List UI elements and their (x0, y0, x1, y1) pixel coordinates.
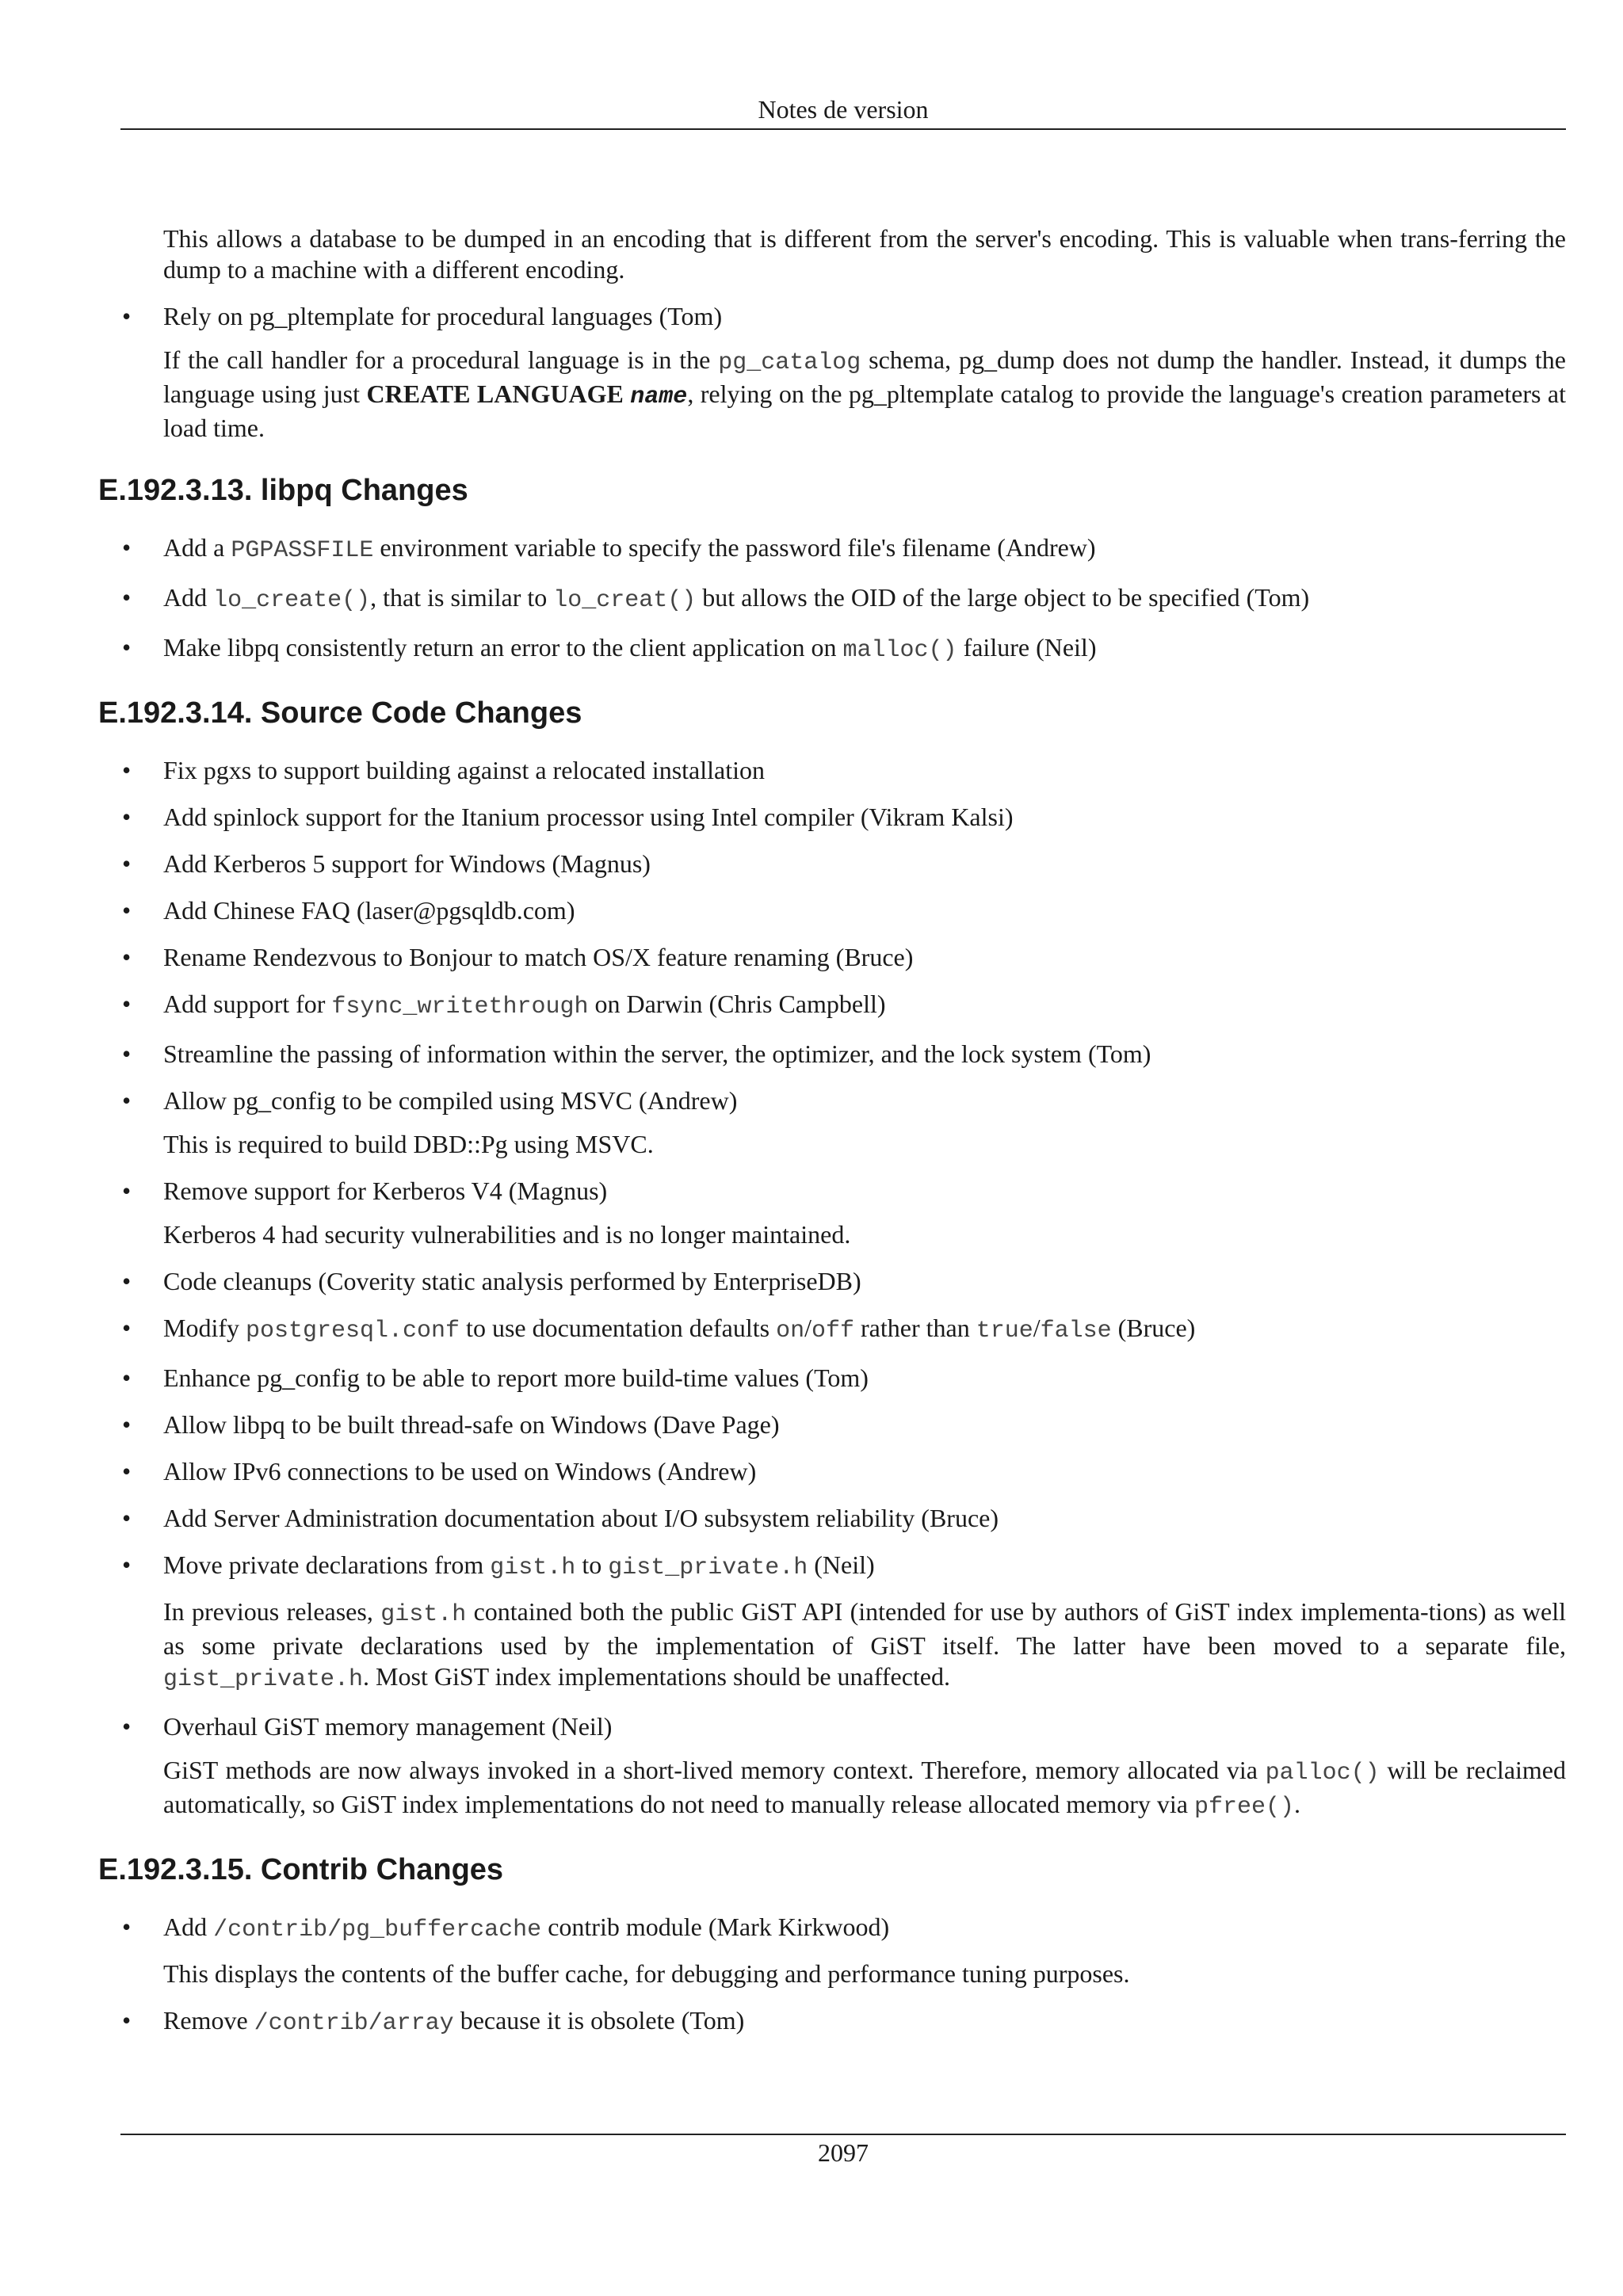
list-item (163, 1363, 1566, 1394)
intro-list (98, 301, 1566, 444)
item-text: but allows the OID of the large object to be specified (Tom) (696, 583, 1310, 612)
inline-code: fsync_writethrough (331, 994, 589, 1020)
inline-code: /contrib/pg_buffercache (213, 1917, 542, 1943)
item-text: Add spinlock support for the Itanium processor using Intel compiler (Vikram Kalsi) (163, 803, 1014, 831)
list-item (163, 301, 1566, 444)
note-text: If the call handler for a procedural language is in the (163, 345, 719, 374)
note-text: contained both the public GiST API (intended for use by authors of GiST index implementa-tions) as well as some private declarations used by the implementation of GiST itself. The latter have been moved to a separate file, (163, 1597, 1567, 1660)
item-text: Add (163, 583, 214, 612)
item-note (163, 1755, 1566, 1823)
list-item (163, 802, 1566, 833)
list-item (163, 2005, 1566, 2039)
section-heading-contrib: E.192.3.15. Contrib Changes (98, 1853, 504, 1886)
item-text: Modify (163, 1314, 246, 1342)
item-text: Remove (163, 2006, 254, 2035)
inline-code: gist.h (380, 1601, 467, 1628)
footer-divider (120, 2134, 1566, 2135)
item-text: Enhance pg_config to be able to report more build-time values (Tom) (163, 1363, 869, 1392)
list-item (163, 1176, 1566, 1250)
list-item (163, 632, 1566, 666)
note-text: In previous releases, (163, 1597, 381, 1626)
list-item (163, 755, 1566, 786)
item-note (163, 1596, 1566, 1695)
item-text: Rely on pg_pltemplate for procedural languages (Tom) (163, 302, 723, 330)
item-text: failure (Neil) (957, 633, 1097, 662)
list-item (163, 1313, 1566, 1347)
inline-code: lo_creat() (553, 587, 697, 614)
list-item (163, 1503, 1566, 1534)
inline-code: gist.h (490, 1554, 576, 1581)
note-text: will be reclaimed automatically, so GiST index implementations do not need to manually release allocated memory via (163, 1756, 1567, 1818)
list-item (163, 1456, 1566, 1487)
item-text: Add Server Administration documentation about I/O subsystem reliability (Bruce) (163, 1504, 999, 1532)
note-text: . (1294, 1790, 1301, 1818)
header-divider (120, 128, 1566, 130)
list-item (163, 532, 1566, 566)
item-text: to use documentation defaults (460, 1314, 777, 1342)
item-text: Add Chinese FAQ (laser@pgsqldb.com) (163, 896, 575, 925)
item-note (163, 345, 1566, 444)
page-content (98, 223, 1566, 2055)
item-text: Streamline the passing of information within the server, the optimizer, and the lock system (Tom) (163, 1039, 1151, 1068)
inline-code: malloc() (842, 637, 957, 664)
inline-code: on (776, 1318, 805, 1344)
item-text: Allow pg_config to be compiled using MSVC (Andrew) (163, 1086, 738, 1115)
note-text: . Most GiST index implementations should be unaffected. (363, 1662, 950, 1691)
list-item (163, 989, 1566, 1023)
item-text: Allow libpq to be built thread-safe on Windows (Dave Page) (163, 1410, 780, 1439)
list-item (163, 1711, 1566, 1823)
inline-code: PGPASSFILE (231, 537, 374, 564)
inline-code: gist_private.h (163, 1666, 364, 1693)
inline-code: gist_private.h (608, 1554, 808, 1581)
item-text: rather than (854, 1314, 976, 1342)
item-note: This is required to build DBD::Pg using MSVC. (163, 1130, 654, 1158)
note-text: , relying on the pg_pltemplate catalog to provide the language's creation parameters at load time. (163, 379, 1567, 442)
list-item (163, 895, 1566, 926)
replaceable-param: name (630, 383, 688, 410)
list-item (163, 1039, 1566, 1070)
item-text: Allow IPv6 connections to be used on Windows (Andrew) (163, 1457, 757, 1486)
note-text: schema, pg_dump does not dump the handler. Instead, it dumps the language using just (163, 345, 1567, 408)
list-item (163, 1409, 1566, 1440)
item-text: on Darwin (Chris Campbell) (588, 990, 886, 1018)
page-number: 2097 (818, 2138, 869, 2167)
inline-code: false (1040, 1318, 1112, 1344)
list-item (163, 1912, 1566, 1989)
list-item (163, 1085, 1566, 1160)
item-text: environment variable to specify the password file's filename (Andrew) (373, 533, 1096, 562)
inline-code: palloc() (1265, 1760, 1380, 1787)
list-item (163, 942, 1566, 973)
item-text: Fix pgxs to support building against a relocated installation (163, 756, 765, 784)
item-text: , that is similar to (370, 583, 554, 612)
item-text: / (1033, 1314, 1041, 1342)
item-text: Make libpq consistently return an error to the client application on (163, 633, 843, 662)
libpq-list (98, 532, 1566, 666)
list-item (163, 849, 1566, 879)
inline-code: lo_create() (213, 587, 371, 614)
item-text: (Neil) (808, 1550, 875, 1579)
section-heading-source: E.192.3.14. Source Code Changes (98, 696, 582, 730)
source-list (98, 755, 1566, 1823)
item-text: Code cleanups (Coverity static analysis performed by EnterpriseDB) (163, 1267, 861, 1295)
item-text: Move private declarations from (163, 1550, 491, 1579)
continuation-paragraph: This allows a database to be dumped in an encoding that is different from the server's encoding. This is valuable when trans-ferring the dump to a machine with a different encoding. (163, 224, 1566, 284)
item-text: (Bruce) (1111, 1314, 1196, 1342)
item-text: Remove support for Kerberos V4 (Magnus) (163, 1177, 608, 1205)
item-text: Rename Rendezvous to Bonjour to match OS/X feature renaming (Bruce) (163, 943, 914, 971)
item-text: to (575, 1550, 609, 1579)
item-text: Add support for (163, 990, 332, 1018)
item-text: Add a (163, 533, 231, 562)
item-text: contrib module (Mark Kirkwood) (541, 1913, 890, 1941)
list-item (163, 582, 1566, 616)
list-item (163, 1550, 1566, 1695)
item-note: This displays the contents of the buffer cache, for debugging and performance tuning purposes. (163, 1959, 1130, 1988)
item-text: Add (163, 1913, 214, 1941)
item-note: Kerberos 4 had security vulnerabilities and is no longer maintained. (163, 1220, 851, 1249)
inline-code: postgresql.conf (246, 1318, 460, 1344)
list-item (163, 1266, 1566, 1297)
command-keyword: CREATE LANGUAGE (366, 379, 631, 408)
inline-code: /contrib/array (254, 2010, 454, 2037)
contrib-list (98, 1912, 1566, 2039)
inline-code: off (811, 1318, 854, 1344)
running-header: Notes de version (758, 95, 929, 124)
section-heading-libpq: E.192.3.13. libpq Changes (98, 474, 468, 507)
item-text: / (804, 1314, 812, 1342)
inline-code: pg_catalog (718, 349, 861, 376)
note-text: GiST methods are now always invoked in a short-lived memory context. Therefore, memory allocated via (163, 1756, 1266, 1784)
item-text: Overhaul GiST memory management (Neil) (163, 1712, 613, 1741)
item-text: Add Kerberos 5 support for Windows (Magnus) (163, 849, 651, 878)
inline-code: true (976, 1318, 1033, 1344)
item-text: because it is obsolete (Tom) (453, 2006, 745, 2035)
inline-code: pfree() (1193, 1794, 1295, 1821)
